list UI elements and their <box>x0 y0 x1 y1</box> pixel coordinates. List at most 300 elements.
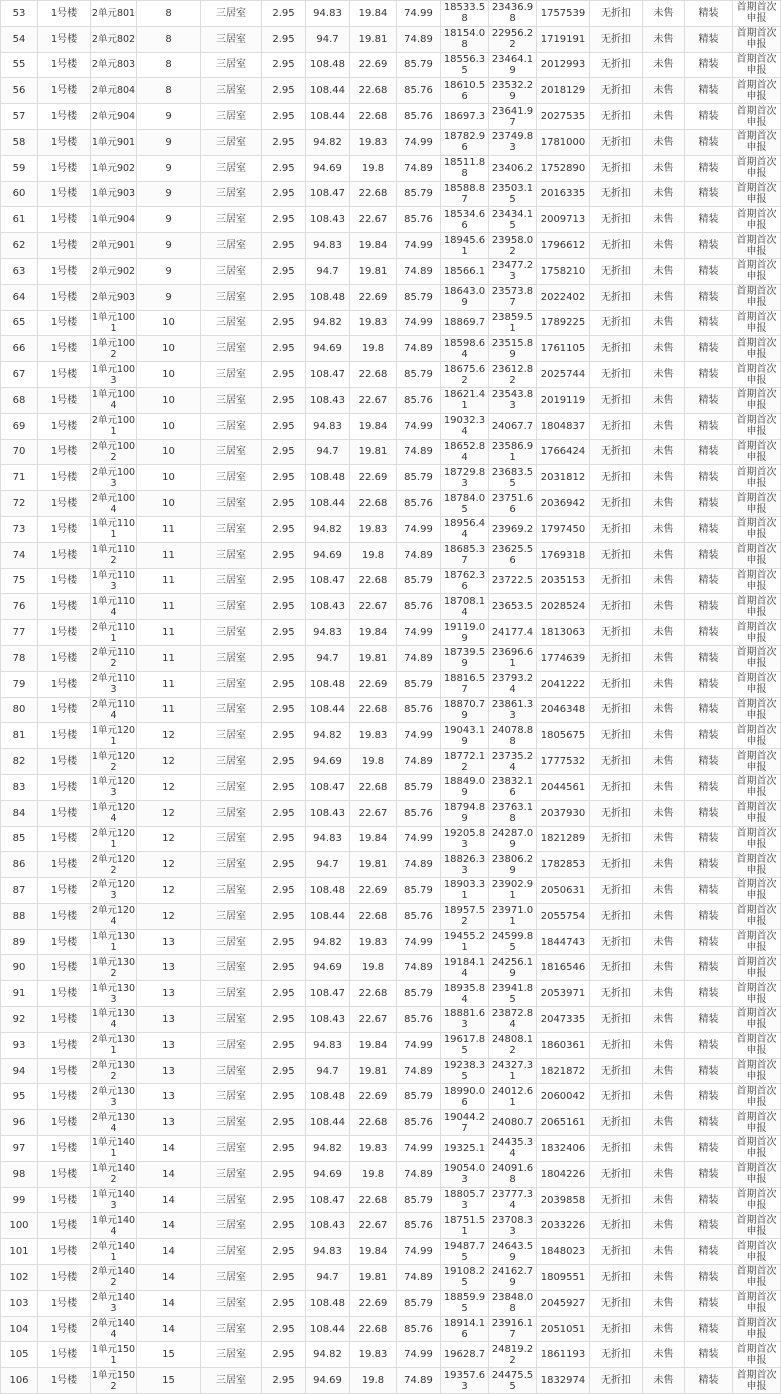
building-cell: 1号楼 <box>38 1213 91 1239</box>
total-price-cell: 2036942 <box>537 491 590 517</box>
building-unit-price-cell: 19205.83 <box>441 826 489 852</box>
floor-height-cell: 2.95 <box>262 1032 306 1058</box>
interior-area-cell: 74.89 <box>397 645 441 671</box>
discount-cell: 无折扣 <box>590 1 643 27</box>
declaration-cell: 首期首次申报 <box>733 1316 781 1342</box>
shared-area-cell: 22.68 <box>350 362 397 388</box>
interior-unit-price-cell: 23612.82 <box>489 362 537 388</box>
declaration-cell: 首期首次申报 <box>733 78 781 104</box>
interior-unit-price-cell: 23958.02 <box>489 233 537 259</box>
declaration-cell: 首期首次申报 <box>733 645 781 671</box>
row-number-cell: 70 <box>1 439 38 465</box>
building-area-cell: 108.44 <box>306 104 350 130</box>
row-number-cell: 98 <box>1 1161 38 1187</box>
declaration-cell: 首期首次申报 <box>733 258 781 284</box>
layout-type-cell: 三居室 <box>201 594 262 620</box>
layout-type-cell: 三居室 <box>201 1368 262 1394</box>
row-number-cell: 57 <box>1 104 38 130</box>
building-unit-price-cell: 18708.14 <box>441 594 489 620</box>
sale-status-cell: 未售 <box>643 929 685 955</box>
table-row <box>1 1110 781 1136</box>
layout-type-cell: 三居室 <box>201 516 262 542</box>
interior-unit-price-cell: 24475.55 <box>489 1368 537 1394</box>
discount-cell: 无折扣 <box>590 878 643 904</box>
declaration-cell: 首期首次申报 <box>733 981 781 1007</box>
building-unit-price-cell: 18588.87 <box>441 181 489 207</box>
total-price-cell: 1844743 <box>537 929 590 955</box>
table-row <box>1 826 781 852</box>
declaration-cell: 首期首次申报 <box>733 594 781 620</box>
decoration-cell: 精装 <box>685 413 733 439</box>
floor-cell: 10 <box>137 387 201 413</box>
building-unit-price-cell: 19455.21 <box>441 929 489 955</box>
building-unit-price-cell: 18794.89 <box>441 800 489 826</box>
building-cell: 1号楼 <box>38 258 91 284</box>
sale-status-cell: 未售 <box>643 1316 685 1342</box>
building-cell: 1号楼 <box>38 78 91 104</box>
floor-cell: 13 <box>137 1084 201 1110</box>
floor-height-cell: 2.95 <box>262 362 306 388</box>
floor-height-cell: 2.95 <box>262 336 306 362</box>
building-cell: 1号楼 <box>38 413 91 439</box>
shared-area-cell: 22.69 <box>350 1084 397 1110</box>
building-cell: 1号楼 <box>38 903 91 929</box>
shared-area-cell: 22.68 <box>350 104 397 130</box>
shared-area-cell: 19.8 <box>350 155 397 181</box>
row-number-cell: 76 <box>1 594 38 620</box>
row-number-cell: 77 <box>1 620 38 646</box>
building-unit-price-cell: 18881.63 <box>441 1007 489 1033</box>
layout-type-cell: 三居室 <box>201 774 262 800</box>
layout-type-cell: 三居室 <box>201 878 262 904</box>
total-price-cell: 2051051 <box>537 1316 590 1342</box>
total-price-cell: 1796612 <box>537 233 590 259</box>
interior-area-cell: 74.99 <box>397 413 441 439</box>
shared-area-cell: 22.67 <box>350 207 397 233</box>
interior-area-cell: 85.79 <box>397 1290 441 1316</box>
building-area-cell: 108.48 <box>306 52 350 78</box>
table-row <box>1 181 781 207</box>
interior-area-cell: 74.89 <box>397 542 441 568</box>
table-row <box>1 336 781 362</box>
building-cell: 1号楼 <box>38 1007 91 1033</box>
total-price-cell: 1766424 <box>537 439 590 465</box>
interior-unit-price-cell: 23751.66 <box>489 491 537 517</box>
floor-height-cell: 2.95 <box>262 749 306 775</box>
building-area-cell: 108.47 <box>306 774 350 800</box>
table-row <box>1 723 781 749</box>
building-unit-price-cell: 18816.57 <box>441 671 489 697</box>
shared-area-cell: 19.81 <box>350 1058 397 1084</box>
shared-area-cell: 22.69 <box>350 465 397 491</box>
row-number-cell: 75 <box>1 568 38 594</box>
building-area-cell: 94.82 <box>306 310 350 336</box>
layout-type-cell: 三居室 <box>201 981 262 1007</box>
floor-height-cell: 2.95 <box>262 1084 306 1110</box>
building-area-cell: 94.7 <box>306 258 350 284</box>
interior-area-cell: 74.99 <box>397 1032 441 1058</box>
floor-cell: 15 <box>137 1342 201 1368</box>
shared-area-cell: 22.69 <box>350 671 397 697</box>
discount-cell: 无折扣 <box>590 1136 643 1162</box>
unit-room-cell: 1单元1202 <box>91 750 136 773</box>
floor-height-cell: 2.95 <box>262 1 306 27</box>
total-price-cell: 1821289 <box>537 826 590 852</box>
interior-unit-price-cell: 24256.19 <box>489 955 537 981</box>
interior-unit-price-cell: 23436.98 <box>489 1 537 27</box>
unit-room-cell: 2单元1204 <box>91 905 136 928</box>
floor-height-cell: 2.95 <box>262 1316 306 1342</box>
interior-area-cell: 74.89 <box>397 749 441 775</box>
building-unit-price-cell: 18957.52 <box>441 903 489 929</box>
total-price-cell: 2047335 <box>537 1007 590 1033</box>
decoration-cell: 精装 <box>685 1007 733 1033</box>
shared-area-cell: 19.83 <box>350 723 397 749</box>
declaration-cell: 首期首次申报 <box>733 878 781 904</box>
declaration-cell: 首期首次申报 <box>733 1239 781 1265</box>
sale-status-cell: 未售 <box>643 620 685 646</box>
building-area-cell: 94.69 <box>306 155 350 181</box>
discount-cell: 无折扣 <box>590 258 643 284</box>
discount-cell: 无折扣 <box>590 52 643 78</box>
interior-unit-price-cell: 23806.29 <box>489 852 537 878</box>
floor-cell: 14 <box>137 1265 201 1291</box>
declaration-cell: 首期首次申报 <box>733 542 781 568</box>
total-price-cell: 2046348 <box>537 697 590 723</box>
shared-area-cell: 22.68 <box>350 1187 397 1213</box>
row-number-cell: 99 <box>1 1187 38 1213</box>
building-cell: 1号楼 <box>38 800 91 826</box>
building-area-cell: 94.69 <box>306 1368 350 1394</box>
floor-height-cell: 2.95 <box>262 774 306 800</box>
interior-area-cell: 85.76 <box>397 1316 441 1342</box>
total-price-cell: 2037930 <box>537 800 590 826</box>
sale-status-cell: 未售 <box>643 1 685 27</box>
declaration-cell: 首期首次申报 <box>733 1032 781 1058</box>
interior-area-cell: 74.89 <box>397 439 441 465</box>
declaration-cell: 首期首次申报 <box>733 207 781 233</box>
building-unit-price-cell: 18945.61 <box>441 233 489 259</box>
discount-cell: 无折扣 <box>590 1239 643 1265</box>
layout-type-cell: 三居室 <box>201 568 262 594</box>
total-price-cell: 1805675 <box>537 723 590 749</box>
building-cell: 1号楼 <box>38 594 91 620</box>
layout-type-cell: 三居室 <box>201 233 262 259</box>
decoration-cell: 精装 <box>685 568 733 594</box>
declaration-cell: 首期首次申报 <box>733 155 781 181</box>
unit-room-cell: 2单元1402 <box>91 1266 136 1289</box>
floor-height-cell: 2.95 <box>262 800 306 826</box>
sale-status-cell: 未售 <box>643 774 685 800</box>
discount-cell: 无折扣 <box>590 671 643 697</box>
building-unit-price-cell: 19043.19 <box>441 723 489 749</box>
building-unit-price-cell: 18621.41 <box>441 387 489 413</box>
declaration-cell: 首期首次申报 <box>733 697 781 723</box>
interior-area-cell: 74.89 <box>397 852 441 878</box>
unit-room-cell: 1单元1403 <box>91 1189 136 1212</box>
shared-area-cell: 19.81 <box>350 26 397 52</box>
total-price-cell: 2025744 <box>537 362 590 388</box>
interior-area-cell: 85.76 <box>397 697 441 723</box>
shared-area-cell: 19.8 <box>350 1368 397 1394</box>
building-area-cell: 94.83 <box>306 233 350 259</box>
total-price-cell: 2065161 <box>537 1110 590 1136</box>
sale-status-cell: 未售 <box>643 465 685 491</box>
layout-type-cell: 三居室 <box>201 1239 262 1265</box>
building-unit-price-cell: 18675.62 <box>441 362 489 388</box>
floor-cell: 11 <box>137 516 201 542</box>
total-price-cell: 2031812 <box>537 465 590 491</box>
total-price-cell: 2060042 <box>537 1084 590 1110</box>
discount-cell: 无折扣 <box>590 929 643 955</box>
floor-height-cell: 2.95 <box>262 645 306 671</box>
discount-cell: 无折扣 <box>590 516 643 542</box>
building-cell: 1号楼 <box>38 207 91 233</box>
total-price-cell: 1774639 <box>537 645 590 671</box>
building-area-cell: 108.48 <box>306 284 350 310</box>
decoration-cell: 精装 <box>685 1187 733 1213</box>
building-area-cell: 94.69 <box>306 336 350 362</box>
building-area-cell: 94.83 <box>306 826 350 852</box>
building-area-cell: 108.44 <box>306 78 350 104</box>
floor-height-cell: 2.95 <box>262 1110 306 1136</box>
unit-room-cell: 2单元803 <box>91 52 137 78</box>
unit-room-cell: 1单元903 <box>91 181 137 207</box>
row-number-cell: 83 <box>1 774 38 800</box>
building-cell: 1号楼 <box>38 542 91 568</box>
interior-area-cell: 74.89 <box>397 1058 441 1084</box>
floor-height-cell: 2.95 <box>262 671 306 697</box>
building-cell: 1号楼 <box>38 1032 91 1058</box>
layout-type-cell: 三居室 <box>201 852 262 878</box>
declaration-cell: 首期首次申报 <box>733 1058 781 1084</box>
declaration-cell: 首期首次申报 <box>733 387 781 413</box>
unit-room-cell: 1单元902 <box>91 155 137 181</box>
building-unit-price-cell: 18859.95 <box>441 1290 489 1316</box>
interior-area-cell: 74.99 <box>397 310 441 336</box>
interior-unit-price-cell: 23941.85 <box>489 981 537 1007</box>
interior-area-cell: 85.76 <box>397 78 441 104</box>
sale-status-cell: 未售 <box>643 78 685 104</box>
floor-height-cell: 2.95 <box>262 1290 306 1316</box>
shared-area-cell: 19.84 <box>350 1239 397 1265</box>
shared-area-cell: 22.68 <box>350 697 397 723</box>
decoration-cell: 精装 <box>685 1368 733 1394</box>
interior-area-cell: 74.99 <box>397 1239 441 1265</box>
floor-cell: 12 <box>137 878 201 904</box>
table-row <box>1 929 781 955</box>
floor-height-cell: 2.95 <box>262 826 306 852</box>
unit-room-cell: 2单元1403 <box>91 1292 136 1315</box>
layout-type-cell: 三居室 <box>201 78 262 104</box>
decoration-cell: 精装 <box>685 878 733 904</box>
row-number-cell: 55 <box>1 52 38 78</box>
interior-unit-price-cell: 24162.79 <box>489 1265 537 1291</box>
shared-area-cell: 19.8 <box>350 955 397 981</box>
total-price-cell: 2035153 <box>537 568 590 594</box>
row-number-cell: 62 <box>1 233 38 259</box>
sale-status-cell: 未售 <box>643 1187 685 1213</box>
floor-height-cell: 2.95 <box>262 852 306 878</box>
total-price-cell: 1860361 <box>537 1032 590 1058</box>
floor-cell: 14 <box>137 1239 201 1265</box>
unit-room-cell: 2单元804 <box>91 78 137 104</box>
unit-room-cell: 1单元1204 <box>91 802 136 825</box>
floor-cell: 9 <box>137 155 201 181</box>
unit-room-cell: 1单元1201 <box>91 724 136 747</box>
declaration-cell: 首期首次申报 <box>733 1213 781 1239</box>
unit-room-cell: 1单元1302 <box>91 956 136 979</box>
declaration-cell: 首期首次申报 <box>733 181 781 207</box>
decoration-cell: 精装 <box>685 465 733 491</box>
building-cell: 1号楼 <box>38 155 91 181</box>
interior-area-cell: 74.99 <box>397 929 441 955</box>
declaration-cell: 首期首次申报 <box>733 1084 781 1110</box>
decoration-cell: 精装 <box>685 620 733 646</box>
building-cell: 1号楼 <box>38 516 91 542</box>
building-unit-price-cell: 18956.44 <box>441 516 489 542</box>
decoration-cell: 精装 <box>685 1 733 27</box>
discount-cell: 无折扣 <box>590 1187 643 1213</box>
row-number-cell: 89 <box>1 929 38 955</box>
row-number-cell: 71 <box>1 465 38 491</box>
floor-height-cell: 2.95 <box>262 1342 306 1368</box>
layout-type-cell: 三居室 <box>201 620 262 646</box>
total-price-cell: 1804226 <box>537 1161 590 1187</box>
decoration-cell: 精装 <box>685 1136 733 1162</box>
table-row <box>1 1 781 27</box>
floor-cell: 12 <box>137 852 201 878</box>
layout-type-cell: 三居室 <box>201 1290 262 1316</box>
floor-height-cell: 2.95 <box>262 723 306 749</box>
floor-cell: 11 <box>137 568 201 594</box>
discount-cell: 无折扣 <box>590 1007 643 1033</box>
building-unit-price-cell: 18762.36 <box>441 568 489 594</box>
sale-status-cell: 未售 <box>643 955 685 981</box>
building-area-cell: 108.43 <box>306 800 350 826</box>
row-number-cell: 56 <box>1 78 38 104</box>
building-area-cell: 108.47 <box>306 362 350 388</box>
shared-area-cell: 22.68 <box>350 981 397 1007</box>
building-area-cell: 94.69 <box>306 542 350 568</box>
unit-room-cell: 1单元1001 <box>91 311 136 334</box>
table-row <box>1 620 781 646</box>
interior-unit-price-cell: 24327.31 <box>489 1058 537 1084</box>
floor-height-cell: 2.95 <box>262 1265 306 1291</box>
sale-status-cell: 未售 <box>643 104 685 130</box>
discount-cell: 无折扣 <box>590 1213 643 1239</box>
decoration-cell: 精装 <box>685 774 733 800</box>
unit-room-cell: 1单元1404 <box>91 1214 136 1237</box>
row-number-cell: 92 <box>1 1007 38 1033</box>
interior-unit-price-cell: 23793.24 <box>489 671 537 697</box>
decoration-cell: 精装 <box>685 981 733 1007</box>
discount-cell: 无折扣 <box>590 1032 643 1058</box>
shared-area-cell: 19.84 <box>350 233 397 259</box>
building-area-cell: 108.44 <box>306 491 350 517</box>
layout-type-cell: 三居室 <box>201 1110 262 1136</box>
row-number-cell: 79 <box>1 671 38 697</box>
table-row <box>1 542 781 568</box>
layout-type-cell: 三居室 <box>201 310 262 336</box>
total-price-cell: 1752890 <box>537 155 590 181</box>
row-number-cell: 74 <box>1 542 38 568</box>
unit-room-cell: 1单元1103 <box>91 569 136 592</box>
layout-type-cell: 三居室 <box>201 800 262 826</box>
table-row <box>1 52 781 78</box>
interior-unit-price-cell: 24177.4 <box>489 620 537 646</box>
sale-status-cell: 未售 <box>643 1342 685 1368</box>
discount-cell: 无折扣 <box>590 207 643 233</box>
floor-cell: 13 <box>137 1110 201 1136</box>
building-area-cell: 94.83 <box>306 1032 350 1058</box>
declaration-cell: 首期首次申报 <box>733 1368 781 1394</box>
table-row <box>1 284 781 310</box>
sale-status-cell: 未售 <box>643 207 685 233</box>
row-number-cell: 81 <box>1 723 38 749</box>
sale-status-cell: 未售 <box>643 26 685 52</box>
interior-unit-price-cell: 23532.29 <box>489 78 537 104</box>
layout-type-cell: 三居室 <box>201 955 262 981</box>
total-price-cell: 1848023 <box>537 1239 590 1265</box>
floor-cell: 10 <box>137 336 201 362</box>
floor-cell: 9 <box>137 258 201 284</box>
total-price-cell: 2019119 <box>537 387 590 413</box>
layout-type-cell: 三居室 <box>201 362 262 388</box>
table-row <box>1 310 781 336</box>
unit-room-cell: 2单元1203 <box>91 879 136 902</box>
floor-cell: 8 <box>137 78 201 104</box>
interior-unit-price-cell: 23464.19 <box>489 52 537 78</box>
sale-status-cell: 未售 <box>643 1368 685 1394</box>
row-number-cell: 100 <box>1 1213 38 1239</box>
discount-cell: 无折扣 <box>590 852 643 878</box>
table-row <box>1 465 781 491</box>
floor-height-cell: 2.95 <box>262 52 306 78</box>
row-number-cell: 64 <box>1 284 38 310</box>
interior-area-cell: 74.99 <box>397 826 441 852</box>
table-row <box>1 671 781 697</box>
building-unit-price-cell: 18903.31 <box>441 878 489 904</box>
table-row <box>1 1187 781 1213</box>
building-area-cell: 108.47 <box>306 1187 350 1213</box>
discount-cell: 无折扣 <box>590 310 643 336</box>
sale-status-cell: 未售 <box>643 1084 685 1110</box>
declaration-cell: 首期首次申报 <box>733 903 781 929</box>
floor-cell: 14 <box>137 1213 201 1239</box>
building-unit-price-cell: 19238.35 <box>441 1058 489 1084</box>
total-price-cell: 1758210 <box>537 258 590 284</box>
building-area-cell: 94.83 <box>306 413 350 439</box>
decoration-cell: 精装 <box>685 697 733 723</box>
building-cell: 1号楼 <box>38 645 91 671</box>
discount-cell: 无折扣 <box>590 1316 643 1342</box>
table-row <box>1 697 781 723</box>
floor-cell: 9 <box>137 284 201 310</box>
layout-type-cell: 三居室 <box>201 465 262 491</box>
layout-type-cell: 三居室 <box>201 1316 262 1342</box>
table-row <box>1 594 781 620</box>
floor-cell: 13 <box>137 1007 201 1033</box>
building-unit-price-cell: 18729.83 <box>441 465 489 491</box>
layout-type-cell: 三居室 <box>201 903 262 929</box>
shared-area-cell: 22.68 <box>350 1110 397 1136</box>
declaration-cell: 首期首次申报 <box>733 439 781 465</box>
building-area-cell: 94.82 <box>306 1342 350 1368</box>
discount-cell: 无折扣 <box>590 774 643 800</box>
sale-status-cell: 未售 <box>643 1110 685 1136</box>
floor-cell: 9 <box>137 129 201 155</box>
